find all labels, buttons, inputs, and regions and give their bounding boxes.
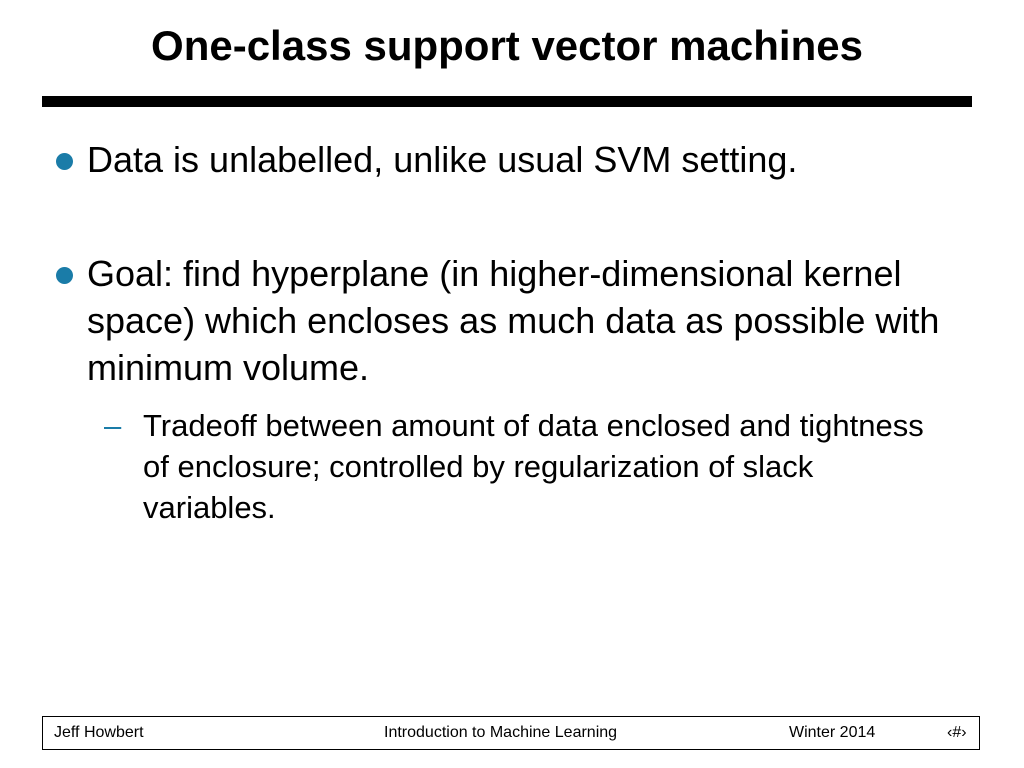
bullet-2-text: Goal: find hyperplane (in higher-dimensional kernel space) which encloses as much data as possible with minimum volume. <box>87 253 940 388</box>
slide-title: One-class support vector machines <box>151 22 863 69</box>
subbullet-1-text: Tradeoff between amount of data enclosed and tightness of enclosure; controlled by regularization of slack variables. <box>143 408 924 525</box>
footer-course: Introduction to Machine Learning <box>384 724 618 741</box>
bullet-dot-icon <box>56 267 73 284</box>
dash-icon: – <box>104 408 122 443</box>
footer-author: Jeff Howbert <box>54 724 144 741</box>
bullet-1-text: Data is unlabelled, unlike usual SVM setting. <box>87 139 798 180</box>
footer-bar <box>42 716 980 750</box>
bullet-dot-icon <box>56 153 73 170</box>
title-divider <box>42 96 972 107</box>
footer-term: Winter 2014 <box>789 724 876 741</box>
footer-page-number: ‹#› <box>947 724 967 741</box>
